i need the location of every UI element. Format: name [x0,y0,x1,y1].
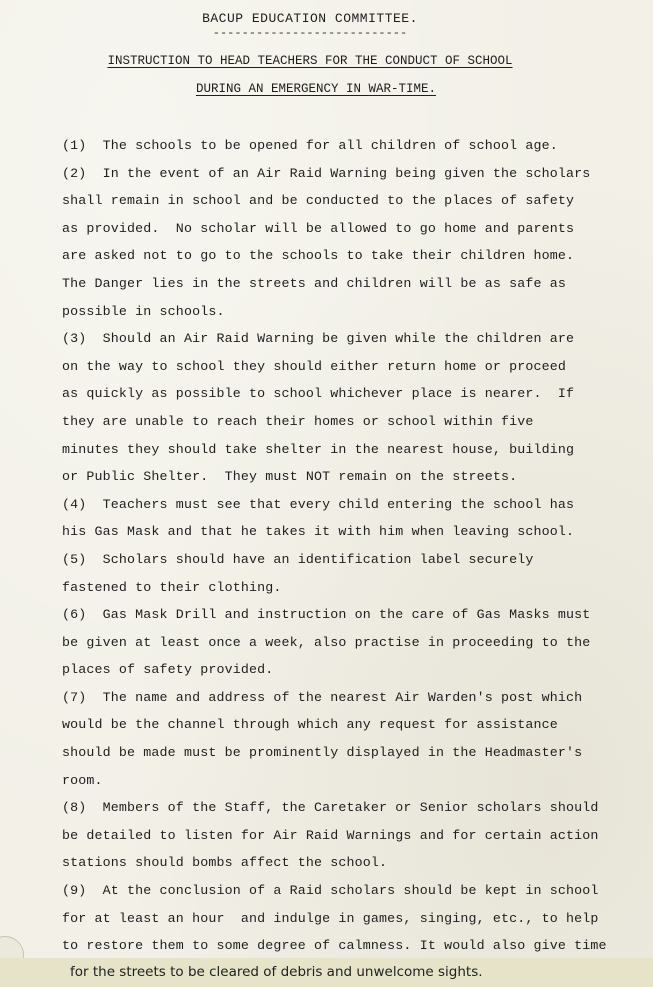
body-text-line: as quickly as possible to school whichever place is nearer. If [62,386,575,402]
body-text-line: (5) Scholars should have an identification label securely [62,551,534,567]
committee-heading: BACUP EDUCATION COMMITTEE. [202,11,418,26]
body-text-line: on the way to school they should either return home or proceed [62,358,567,374]
body-text-line: shall remain in school and be conducted to the places of safety [62,193,575,209]
caption-text: for the streets to be cleared of debris and unwelcome sights. [70,964,483,980]
body-text-line: (1) The schools to be opened for all children of school age. [62,138,558,153]
body-text-line: as provided. No scholar will be allowed to go home and parents [62,220,575,236]
body-text-line: to restore them to some degree of calmness. It would also give time [62,938,607,954]
body-text-line: are asked not to go to the schools to take their children home. [62,248,575,264]
body-text-line: (3) Should an Air Raid Warning be given while the children are [62,331,575,347]
document-header [0,10,620,38]
body-text-line: (6) Gas Mask Drill and instruction on the care of Gas Masks must [62,607,591,623]
body-text-line: stations should bombs affect the school. [62,855,388,871]
body-text-line: or Public Shelter. They must NOT remain on the streets. [62,469,518,485]
body-text-line: minutes they should take shelter in the nearest house, building [62,441,575,457]
body-text-line: The Danger lies in the streets and children will be as safe as [62,275,567,291]
body-text-line: places of safety provided. [62,662,274,678]
body-text-line: (8) Members of the Staff, the Caretaker or Senior scholars should [62,800,599,816]
body-text-line: (7) The name and address of the nearest Air Warden's post which [62,689,583,705]
heading-underline: --------------------------- [212,26,408,40]
document-body [62,132,622,960]
body-text-line: fastened to their clothing. [62,579,282,595]
body-text-line: (9) At the conclusion of a Raid scholars should be kept in school [62,883,599,899]
document-title-line-1: INSTRUCTION TO HEAD TEACHERS FOR THE CONDUCT OF SCHOOL [107,54,513,68]
body-text-line: room. [62,772,103,788]
body-text-line: they are unable to reach their homes or school within five [62,413,534,429]
document-title-line-2: DURING AN EMERGENCY IN WAR-TIME. [195,82,437,96]
body-text-line: for at least an hour and indulge in games, singing, etc., to help [62,910,599,926]
body-text-line: be given at least once a week, also practise in proceeding to the [62,634,591,650]
body-text-line: (4) Teachers must see that every child entering the school has [62,496,575,512]
body-text-line: possible in schools. [62,303,225,319]
body-text-line: would be the channel through which any request for assistance [62,717,558,733]
body-text-line: should be made must be prominently displayed in the Headmaster's [62,745,583,761]
caption-bar [0,958,653,987]
body-text-line: his Gas Mask and that he takes it with him when leaving school. [62,524,575,540]
body-text-line: be detailed to listen for Air Raid Warnings and for certain action [62,827,599,843]
body-text-line: (2) In the event of an Air Raid Warning being given the scholars [62,165,591,181]
